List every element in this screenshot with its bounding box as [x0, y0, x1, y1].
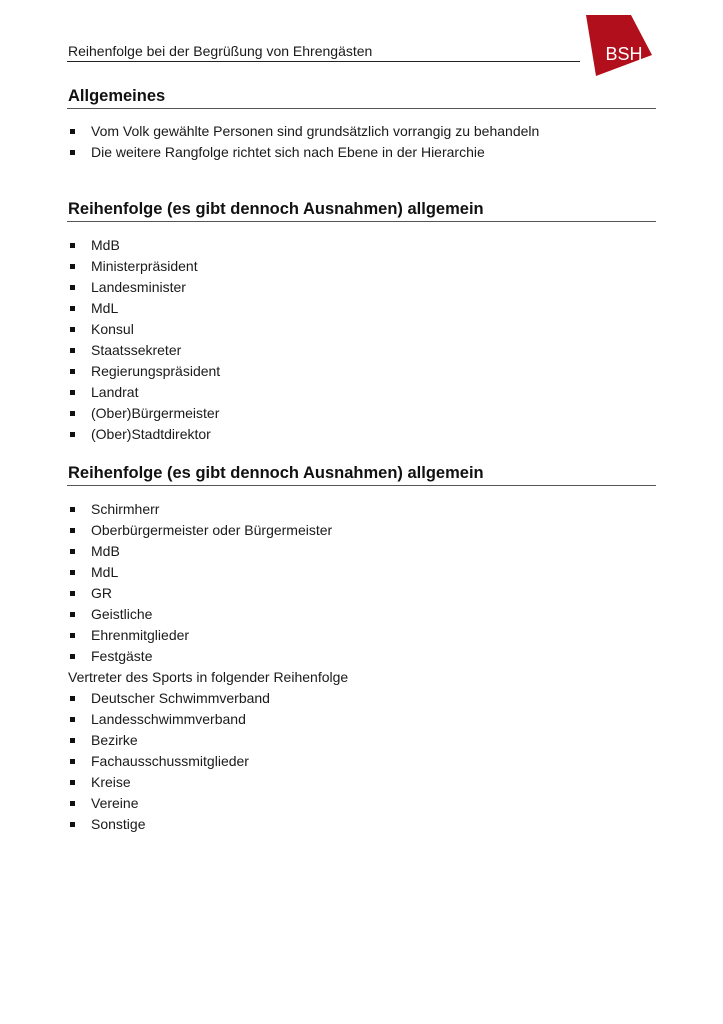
square-bullet-icon [70, 549, 75, 554]
square-bullet-icon [70, 348, 75, 353]
page-header [67, 40, 580, 62]
square-bullet-icon [70, 696, 75, 701]
square-bullet-icon [70, 150, 75, 155]
bsh-logo-icon [584, 15, 654, 77]
square-bullet-icon [70, 390, 75, 395]
square-bullet-icon [70, 528, 75, 533]
square-bullet-icon [70, 759, 75, 764]
square-bullet-icon [70, 717, 75, 722]
section-heading-text: Allgemeines [68, 87, 166, 105]
section-heading-reihenfolge-2 [67, 463, 656, 486]
bsh-logo [584, 15, 654, 77]
square-bullet-icon [70, 411, 75, 416]
square-bullet-icon [70, 591, 75, 596]
section-heading-reihenfolge-1 [67, 199, 656, 222]
square-bullet-icon [70, 306, 75, 311]
square-bullet-icon [70, 243, 75, 248]
square-bullet-icon [70, 780, 75, 785]
square-bullet-icon [70, 369, 75, 374]
section-heading-text: Reihenfolge (es gibt dennoch Ausnahmen) allgemein [68, 464, 484, 482]
square-bullet-icon [70, 264, 75, 269]
square-bullet-icon [70, 612, 75, 617]
square-bullet-icon [70, 570, 75, 575]
square-bullet-icon [70, 507, 75, 512]
square-bullet-icon [70, 129, 75, 134]
square-bullet-icon [70, 822, 75, 827]
square-bullet-icon [70, 327, 75, 332]
logo-text: BSH [605, 44, 643, 64]
square-bullet-icon [70, 654, 75, 659]
square-bullet-icon [70, 738, 75, 743]
section-heading-text: Reihenfolge (es gibt dennoch Ausnahmen) allgemein [68, 200, 484, 218]
square-bullet-icon [70, 633, 75, 638]
square-bullet-icon [70, 432, 75, 437]
document-title: Reihenfolge bei der Begrüßung von Ehrengästen [68, 43, 373, 59]
square-bullet-icon [70, 285, 75, 290]
square-bullet-icon [70, 801, 75, 806]
section-heading-allgemeines [67, 86, 656, 109]
